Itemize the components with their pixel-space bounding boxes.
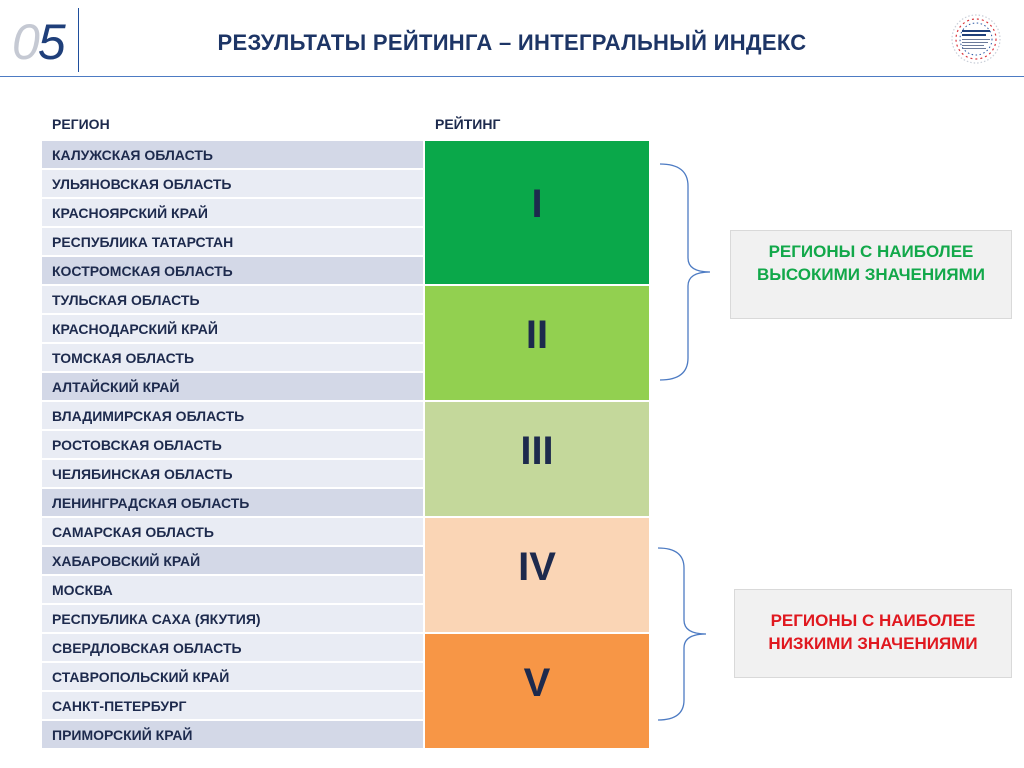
slide-number-lead: 0 bbox=[12, 14, 38, 70]
region-row: ХАБАРОВСКИЙ КРАЙ bbox=[42, 547, 423, 574]
region-row: РЕСПУБЛИКА САХА (ЯКУТИЯ) bbox=[42, 605, 423, 632]
rating-tier-3 bbox=[425, 402, 649, 518]
high-group-brace-icon bbox=[658, 160, 718, 384]
region-row: СТАВРОПОЛЬСКИЙ КРАЙ bbox=[42, 663, 423, 690]
region-row: КРАСНОДАРСКИЙ КРАЙ bbox=[42, 315, 423, 342]
region-row: ВЛАДИМИРСКАЯ ОБЛАСТЬ bbox=[42, 402, 423, 429]
low-group-brace-icon bbox=[656, 544, 716, 724]
region-row: ТОМСКАЯ ОБЛАСТЬ bbox=[42, 344, 423, 371]
slide-number-digit: 5 bbox=[37, 14, 64, 70]
rating-tier-5 bbox=[425, 634, 649, 750]
region-list bbox=[42, 141, 423, 750]
rating-column bbox=[425, 141, 649, 750]
high-values-callout: РЕГИОНЫ С НАИБОЛЕЕ ВЫСОКИМИ ЗНАЧЕНИЯМИ bbox=[730, 230, 1012, 319]
rating-tier-label: IV bbox=[518, 544, 556, 589]
national-rating-logo-icon bbox=[950, 12, 1002, 66]
region-row: ТУЛЬСКАЯ ОБЛАСТЬ bbox=[42, 286, 423, 313]
region-row: ЧЕЛЯБИНСКАЯ ОБЛАСТЬ bbox=[42, 460, 423, 487]
region-row: РЕСПУБЛИКА ТАТАРСТАН bbox=[42, 228, 423, 255]
region-row: КРАСНОЯРСКИЙ КРАЙ bbox=[42, 199, 423, 226]
rating-tier-label: II bbox=[525, 312, 549, 357]
low-values-callout: РЕГИОНЫ С НАИБОЛЕЕ НИЗКИМИ ЗНАЧЕНИЯМИ bbox=[734, 589, 1012, 678]
region-row: РОСТОВСКАЯ ОБЛАСТЬ bbox=[42, 431, 423, 458]
region-row: МОСКВА bbox=[42, 576, 423, 603]
region-row: КАЛУЖСКАЯ ОБЛАСТЬ bbox=[42, 141, 423, 168]
region-row: КОСТРОМСКАЯ ОБЛАСТЬ bbox=[42, 257, 423, 284]
region-row: ПРИМОРСКИЙ КРАЙ bbox=[42, 721, 423, 748]
region-row: САМАРСКАЯ ОБЛАСТЬ bbox=[42, 518, 423, 545]
rating-tier-label: I bbox=[531, 182, 543, 226]
header-divider bbox=[0, 76, 1024, 77]
rating-tier-label: III bbox=[520, 428, 554, 473]
region-column-header: РЕГИОН bbox=[52, 116, 110, 132]
rating-tier-1 bbox=[425, 141, 649, 286]
rating-tier-2 bbox=[425, 286, 649, 402]
region-row: АЛТАЙСКИЙ КРАЙ bbox=[42, 373, 423, 400]
page-title: РЕЗУЛЬТАТЫ РЕЙТИНГА – ИНТЕГРАЛЬНЫЙ ИНДЕКС bbox=[217, 30, 807, 55]
region-row: УЛЬЯНОВСКАЯ ОБЛАСТЬ bbox=[42, 170, 423, 197]
rating-column-header: РЕЙТИНГ bbox=[435, 116, 501, 132]
region-row: ЛЕНИНГРАДСКАЯ ОБЛАСТЬ bbox=[42, 489, 423, 516]
region-row: СВЕРДЛОВСКАЯ ОБЛАСТЬ bbox=[42, 634, 423, 661]
rating-tier-label: V bbox=[523, 660, 551, 705]
region-row: САНКТ-ПЕТЕРБУРГ bbox=[42, 692, 423, 719]
rating-tier-4 bbox=[425, 518, 649, 634]
